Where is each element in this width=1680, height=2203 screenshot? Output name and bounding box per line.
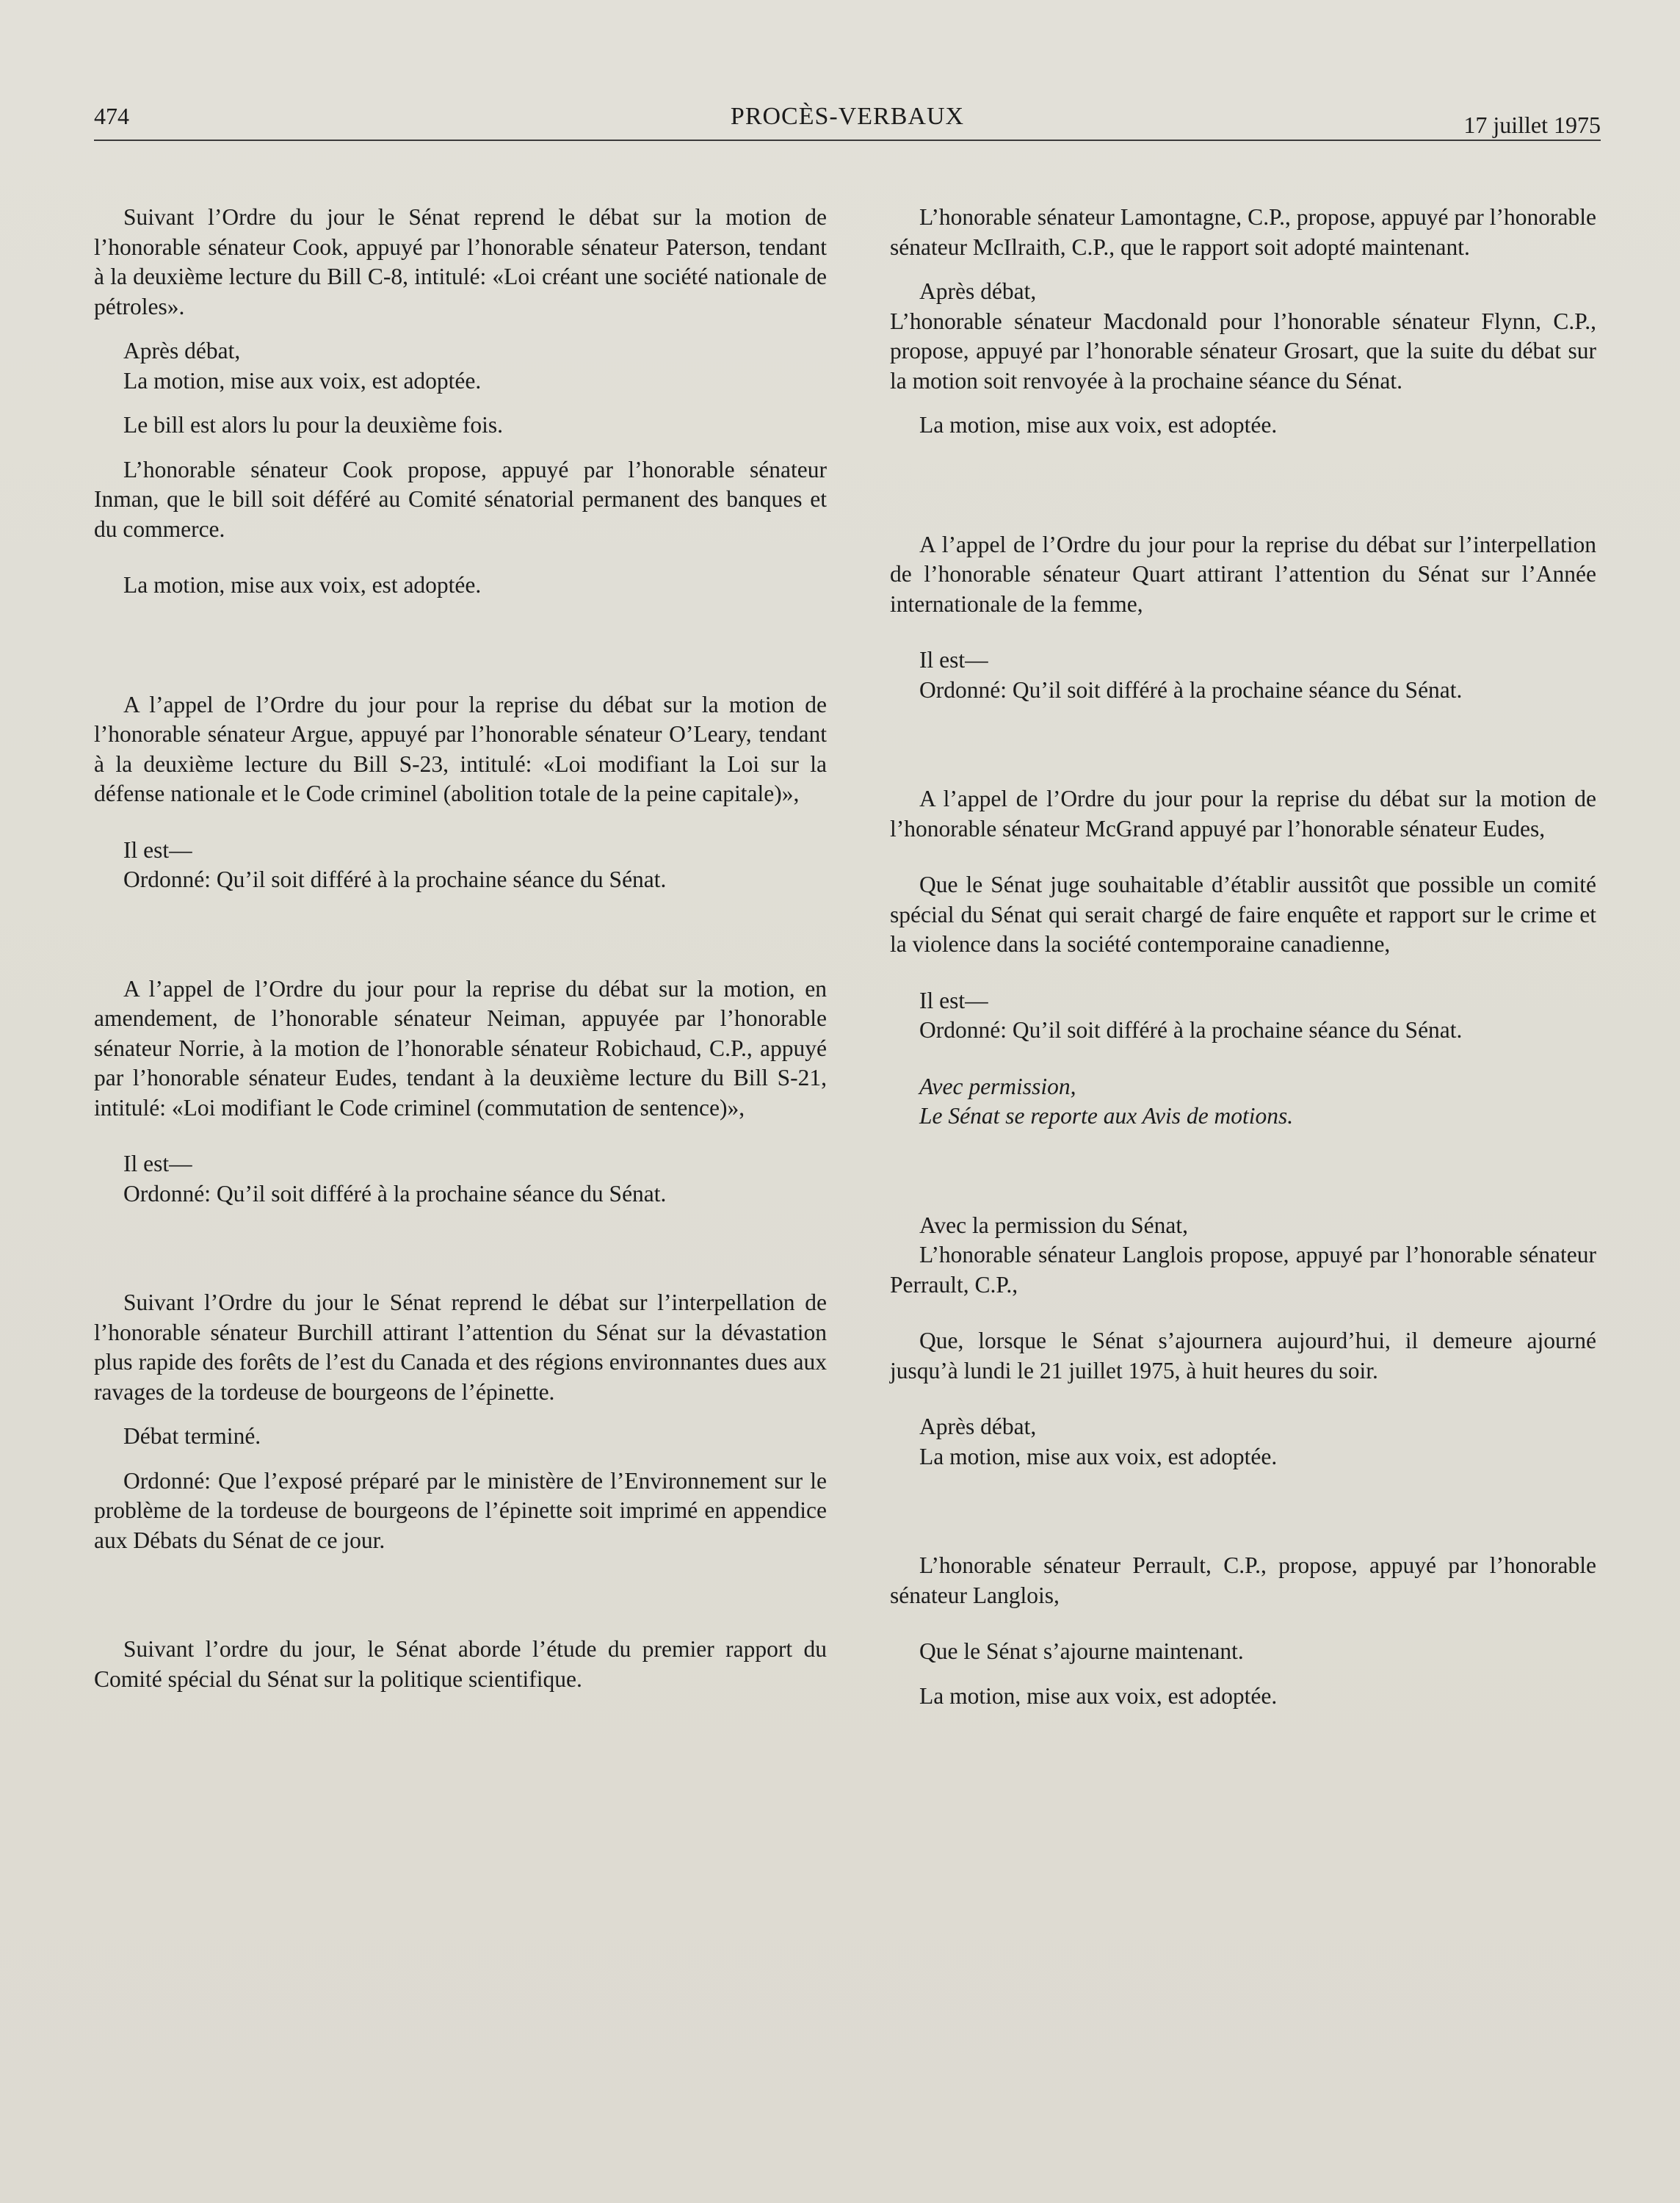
paragraph: Ordonné: Qu’il soit différé à la prochaine séance du Sénat.	[123, 867, 667, 892]
paragraph: Il est—	[919, 987, 988, 1013]
paragraph: Suivant l’Ordre du jour le Sénat reprend le débat sur la motion de l’honorable sénateur Cook, appuyé par l’honorable sénateur Paterson, tendant à la deuxième lecture du Bill C-8, intitulé: «Loi créant une société nationale de pétroles».	[94, 204, 827, 319]
paragraph: Après débat,	[919, 278, 1037, 304]
paragraph: Suivant l’Ordre du jour le Sénat reprend le débat sur l’interpellation de l’honorable sénateur Burchill attirant l’attention du Sénat sur la dévastation plus rapide des forêts de l’est du Canada et des régions environnantes dues aux ravages de la tordeuse de bourgeons de l’épinette.	[94, 1289, 827, 1405]
paragraph: Après débat,	[123, 338, 241, 363]
paragraph: Ordonné: Qu’il soit différé à la prochaine séance du Sénat.	[919, 676, 1463, 703]
paragraph: L’honorable sénateur Langlois propose, appuyé par l’honorable sénateur Perrault, C.P.,	[890, 1242, 1596, 1298]
paragraph: La motion, mise aux voix, est adoptée.	[919, 412, 1278, 438]
paragraph: La motion, mise aux voix, est adoptée.	[919, 1443, 1278, 1469]
paragraph: La motion, mise aux voix, est adoptée.	[123, 367, 482, 394]
paragraph: A l’appel de l’Ordre du jour pour la reprise du débat sur l’interpellation de l’honorable sénateur Quart attirant l’attention du Sénat sur l’Année internationale de la femme,	[890, 531, 1596, 617]
paragraph: A l’appel de l’Ordre du jour pour la reprise du débat sur la motion de l’honorable sénateur McGrand appuyé par l’honorable sénateur Eudes,	[890, 786, 1596, 842]
paragraph: Que le Sénat juge souhaitable d’établir aussitôt que possible un comité spécial du Sénat qui serait chargé de faire enquête et rapport sur le crime et la violence dans la société contemporaine canadienne,	[890, 872, 1596, 957]
paragraph: L’honorable sénateur Perrault, C.P., propose, appuyé par l’honorable sénateur Langlois,	[890, 1552, 1596, 1608]
paragraph: Il est—	[919, 647, 988, 673]
paragraph: L’honorable sénateur Lamontagne, C.P., propose, appuyé par l’honorable sénateur McIlraith, C.P., que le rapport soit adopté maintenant.	[890, 204, 1596, 260]
paragraph: Ordonné: Qu’il soit différé à la prochaine séance du Sénat.	[919, 1017, 1463, 1043]
paragraph: Avec la permission du Sénat,	[919, 1212, 1188, 1238]
right-column	[890, 203, 1596, 1711]
paragraph: Avec permission,	[919, 1073, 1076, 1099]
paragraph: La motion, mise aux voix, est adoptée.	[123, 572, 482, 598]
paragraph: Ordonné: Que l’exposé préparé par le ministère de l’Environnement sur le problème de la tordeuse de bourgeons de l’épinette soit imprimé en appendice aux Débats du Sénat de ce jour.	[94, 1467, 827, 1553]
paragraph: Que, lorsque le Sénat s’ajournera aujourd’hui, il demeure ajourné jusqu’à lundi le 21 juillet 1975, à huit heures du soir.	[890, 1328, 1596, 1383]
paragraph: L’honorable sénateur Macdonald pour l’honorable sénateur Flynn, C.P., propose, appuyé par l’honorable sénateur Grosart, que la suite du débat sur la motion soit renvoyée à la prochaine séance du Sénat.	[890, 308, 1596, 394]
paragraph: A l’appel de l’Ordre du jour pour la reprise du débat sur la motion de l’honorable sénateur Argue, appuyé par l’honorable sénateur O’Leary, tendant à la deuxième lecture du Bill S-23, intitulé: «Loi modifiant la Loi sur la défense nationale et le Code criminel (abolition totale de la peine capitale)»,	[94, 691, 827, 806]
paragraph: Que le Sénat s’ajourne maintenant.	[919, 1638, 1244, 1664]
left-column	[94, 203, 827, 1694]
page-number: 474	[94, 103, 129, 129]
page-date: 17 juillet 1975	[1463, 112, 1601, 138]
paragraph: L’honorable sénateur Cook propose, appuyé par l’honorable sénateur Inman, que le bill soit déféré au Comité sénatorial permanent des banques et du commerce.	[94, 456, 827, 542]
paragraph: Il est—	[123, 1151, 192, 1176]
paragraph: Il est—	[123, 836, 192, 863]
paragraph: Ordonné: Qu’il soit différé à la prochaine séance du Sénat.	[123, 1180, 667, 1207]
paragraph: A l’appel de l’Ordre du jour pour la reprise du débat sur la motion, en amendement, de l’honorable sénateur Neiman, appuyée par l’honorable sénateur Norrie, à la motion de l’honorable sénateur Robichaud, C.P., appuyé par l’honorable sénateur Eudes, tendant à la deuxième lecture du Bill S-21, intitulé: «Loi modifiant le Code criminel (commutation de sentence)»,	[94, 975, 827, 1121]
page-title: PROCÈS-VERBAUX	[730, 103, 965, 130]
paragraph: La motion, mise aux voix, est adoptée.	[919, 1682, 1278, 1709]
paragraph: Suivant l’ordre du jour, le Sénat aborde l’étude du premier rapport du Comité spécial du Sénat sur la politique scientifique.	[94, 1636, 827, 1692]
paragraph: Le Sénat se reporte aux Avis de motions.	[919, 1103, 1294, 1129]
paragraph: Débat terminé.	[123, 1423, 261, 1449]
header-rule	[94, 140, 1601, 141]
paragraph: Après débat,	[919, 1414, 1037, 1439]
paragraph: Le bill est alors lu pour la deuxième fois.	[123, 412, 503, 438]
